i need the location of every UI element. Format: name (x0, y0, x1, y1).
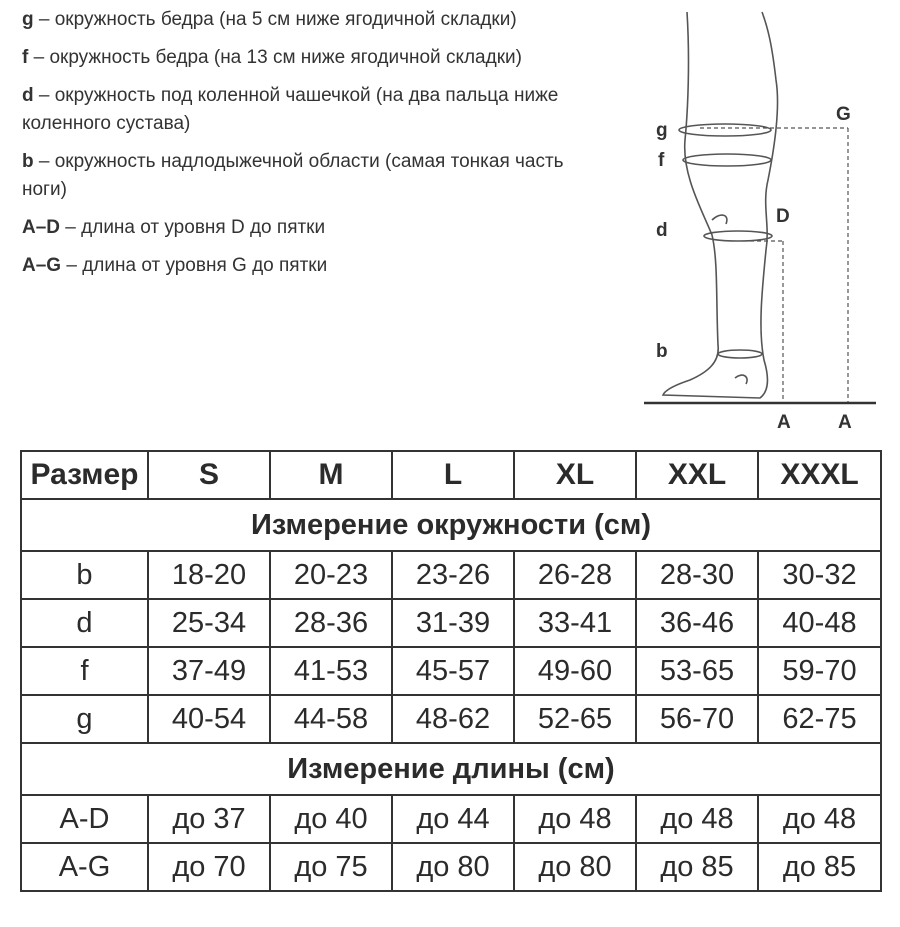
circumference-ring-g (679, 124, 771, 136)
label-A-right: A (838, 412, 852, 433)
legend-text: – окружность бедра (на 5 см ниже ягодичной складки) (33, 9, 517, 30)
value-cell: 48-62 (392, 695, 514, 743)
value-cell: 49-60 (514, 647, 636, 695)
value-cell: до 48 (514, 795, 636, 843)
value-cell: 44-58 (270, 695, 392, 743)
value-cell: 31-39 (392, 599, 514, 647)
value-cell: до 48 (636, 795, 758, 843)
size-cell: XL (514, 451, 636, 499)
value-cell: 40-54 (148, 695, 270, 743)
legend-item-a-g (22, 252, 612, 280)
value-cell: 37-49 (148, 647, 270, 695)
value-cell: до 85 (636, 843, 758, 891)
size-cell: S (148, 451, 270, 499)
legend-key: d (22, 85, 34, 106)
legend-key: A–G (22, 255, 62, 276)
legend-text: – длина от уровня D до пятки (60, 217, 326, 238)
leg-diagram-svg (630, 0, 900, 440)
section-title-circumference: Измерение окружности (см) (21, 499, 881, 551)
value-cell: 52-65 (514, 695, 636, 743)
leg-outline (663, 12, 778, 398)
value-cell: до 85 (758, 843, 881, 891)
value-cell: 36-46 (636, 599, 758, 647)
table-row (21, 695, 881, 743)
legend-text: – длина от уровня G до пятки (61, 255, 328, 276)
circumference-ring-d (704, 231, 772, 241)
row-label: A-D (21, 795, 148, 843)
legend-item-g (22, 6, 612, 34)
legend-item-a-d (22, 214, 612, 242)
value-cell: 28-36 (270, 599, 392, 647)
legend-text: – окружность бедра (на 13 см ниже ягодичной складки) (28, 47, 522, 68)
row-label: b (21, 551, 148, 599)
size-cell: M (270, 451, 392, 499)
table-row (21, 647, 881, 695)
value-cell: 56-70 (636, 695, 758, 743)
legend-key: f (22, 47, 29, 68)
value-cell: 28-30 (636, 551, 758, 599)
value-cell: 33-41 (514, 599, 636, 647)
table-row (21, 843, 881, 891)
value-cell: до 44 (392, 795, 514, 843)
value-cell: до 70 (148, 843, 270, 891)
label-g: g (656, 120, 668, 141)
circumference-ring-f (683, 154, 771, 166)
value-cell: 26-28 (514, 551, 636, 599)
size-table (20, 450, 882, 892)
row-label: d (21, 599, 148, 647)
section-row-length (21, 743, 881, 795)
table-row (21, 551, 881, 599)
legend-text: – окружность под коленной чашечкой (на два пальца ниже коленного сустава) (22, 85, 559, 134)
value-cell: 41-53 (270, 647, 392, 695)
size-cell: XXXL (758, 451, 881, 499)
row-label: f (21, 647, 148, 695)
measurement-legend (22, 6, 612, 290)
legend-item-b (22, 148, 612, 204)
legend-item-f (22, 44, 612, 72)
value-cell: 59-70 (758, 647, 881, 695)
section-row-circumference (21, 499, 881, 551)
legend-item-d (22, 82, 612, 138)
table-row (21, 599, 881, 647)
value-cell: до 37 (148, 795, 270, 843)
ankle-outline (735, 375, 747, 384)
table-row (21, 795, 881, 843)
value-cell: до 40 (270, 795, 392, 843)
label-d: d (656, 220, 668, 241)
value-cell: 53-65 (636, 647, 758, 695)
value-cell: 25-34 (148, 599, 270, 647)
leg-measurement-diagram (630, 0, 900, 440)
value-cell: 20-23 (270, 551, 392, 599)
size-cell: L (392, 451, 514, 499)
label-A-left: A (777, 412, 791, 433)
size-cell: XXL (636, 451, 758, 499)
value-cell: до 75 (270, 843, 392, 891)
value-cell: до 80 (392, 843, 514, 891)
value-cell: 18-20 (148, 551, 270, 599)
value-cell: 30-32 (758, 551, 881, 599)
value-cell: 40-48 (758, 599, 881, 647)
label-f: f (658, 150, 665, 171)
label-D: D (776, 206, 790, 227)
value-cell: до 80 (514, 843, 636, 891)
circumference-ring-b (718, 350, 762, 358)
row-label: g (21, 695, 148, 743)
value-cell: 62-75 (758, 695, 881, 743)
knee-outline (712, 215, 727, 224)
legend-key: b (22, 151, 34, 172)
legend-key: g (22, 9, 34, 30)
value-cell: 45-57 (392, 647, 514, 695)
section-title-length: Измерение длины (см) (21, 743, 881, 795)
value-cell: до 48 (758, 795, 881, 843)
label-b: b (656, 341, 668, 362)
legend-text: – окружность надлодыжечной области (самая тонкая часть ноги) (22, 151, 564, 200)
row-label: A-G (21, 843, 148, 891)
value-cell: 23-26 (392, 551, 514, 599)
legend-key: A–D (22, 217, 61, 238)
size-header-cell: Размер (21, 451, 148, 499)
label-G: G (836, 104, 851, 125)
table-header-row (21, 451, 881, 499)
